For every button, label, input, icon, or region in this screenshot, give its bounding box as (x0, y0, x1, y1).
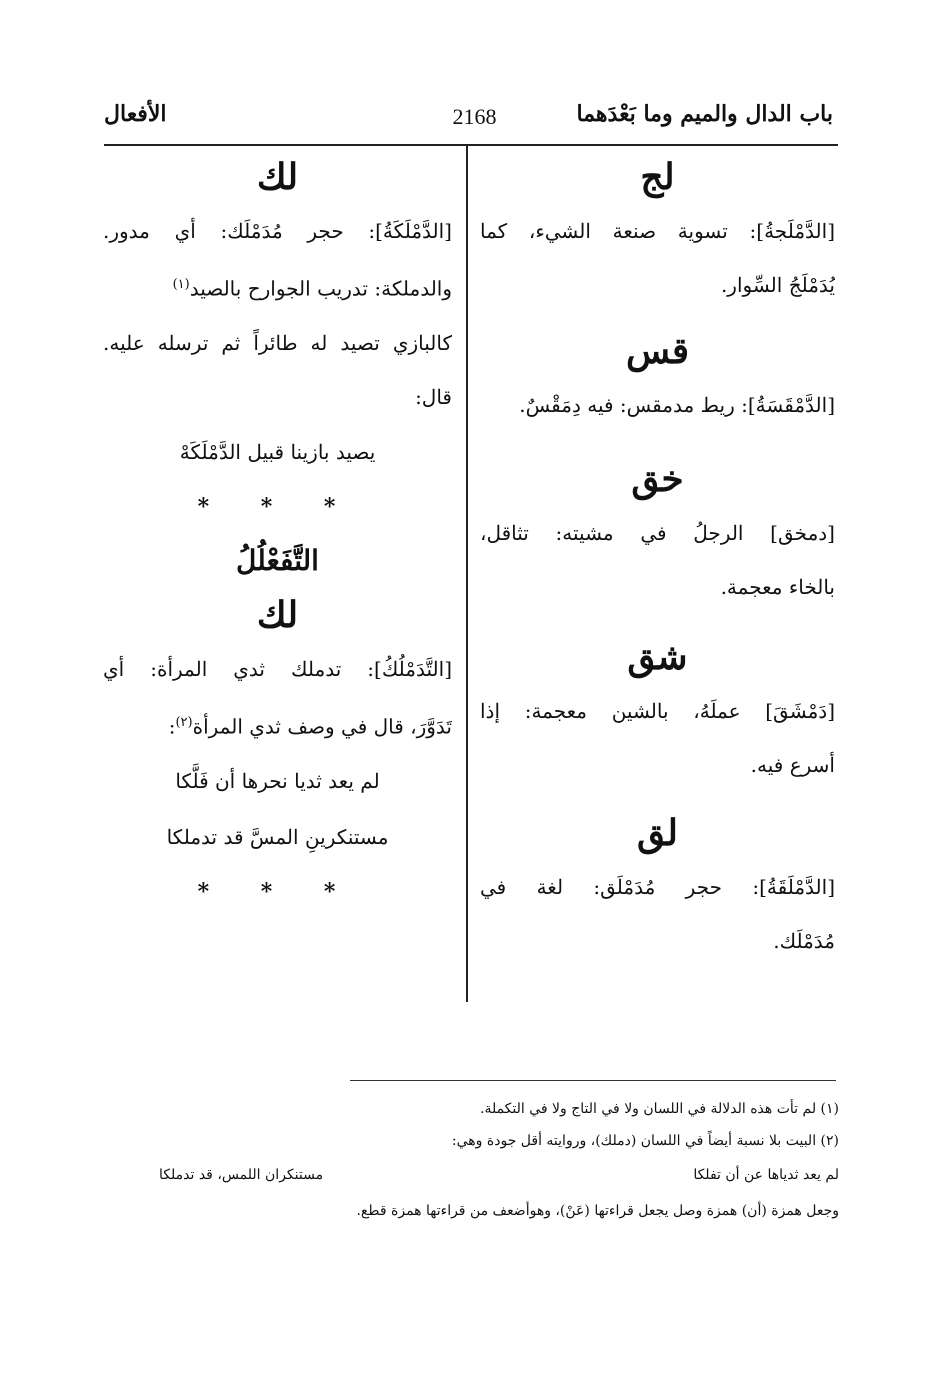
footnote-2: (٢) البيت بلا نسبة أيضاً في اللسان (دملك)، وروايته أقل جودة وهي: (451, 1133, 839, 1149)
entry-heading: لج (640, 156, 675, 198)
entry-heading: شق (627, 636, 688, 678)
section-separator: * * * (197, 879, 358, 906)
entry-text (103, 696, 452, 754)
page-number: 2168 (452, 104, 497, 129)
entry-text: [الدَّمْلَقَةُ]: حجر مُدَمْلَق: لغة في (480, 875, 835, 899)
entry-text: [دمخق] الرجلُ في مشيته: تثاقل، (480, 521, 835, 545)
entry-text: قال: (415, 384, 452, 409)
footnote-verse (159, 1160, 839, 1190)
entry-text: كالبازي تصيد له طائراً ثم ترسله عليه. (103, 330, 452, 355)
entry-text-run: والدملكة: تدريب الجوارح بالصيد (189, 276, 452, 301)
footnote-marker[interactable]: (١) (172, 277, 190, 292)
footnote-verse-first-half: لم يعد ثدياها عن أن تفلكا (693, 1167, 839, 1183)
entry-text-run: : (168, 714, 176, 739)
entry-text: [الدَّمْلَكَةُ]: حجر مُدَمْلَك: أي مدور. (103, 219, 452, 243)
running-header-title: باب الدال والميم وما بَعْدَهما (576, 101, 833, 127)
column-divider (466, 146, 468, 1002)
entry-text-run: تَدَوَّرَ، قال في وصف ثدي المرأة (192, 714, 452, 739)
entry-heading: خق (631, 458, 684, 500)
entry-text: [الدَّمْقَسَةُ]: ريط مدمقس: فيه دِمَقْسٌ. (519, 393, 835, 417)
entry-text: [دَمْشَقَ] عملَهُ، بالشين معجمة: إذا (480, 699, 835, 723)
entry-heading: لك (256, 593, 299, 636)
verse-line: لم يعد ثديا نحرها أن فَلَّكا (175, 769, 380, 794)
entry-text: [الدَّمْلَجةُ]: تسوية صنعة الشيء، كما (480, 219, 835, 243)
verse-line: يصيد بازينا قبيل الدَّمْلَكَهْ (179, 439, 376, 464)
section-title: التَّفَعْلُلُ (236, 543, 319, 577)
entry-text (103, 258, 452, 316)
left-column (103, 150, 452, 919)
footnote-3: وجعل همزة (أن) همزة وصل يجعل قراءتها (عَنْ)، وهوأضعف من قراءتها همزة قطع. (356, 1203, 839, 1219)
entry-text: مُدَمْلَك. (773, 929, 835, 953)
entry-heading: قس (625, 330, 690, 372)
footnote-marker[interactable]: (٢) (175, 714, 193, 730)
entry-heading: لك (256, 156, 299, 198)
footnote-rule (350, 1080, 836, 1081)
entry-text: يُدَمْلَجُ السِّوار. (720, 273, 835, 297)
verse-line: مستنكرينِ المسَّ قد تدملكا (166, 825, 389, 850)
section-separator: * * * (197, 493, 358, 520)
entry-text: [التَّدَمْلُكُ]: تدملك ثدي المرأة: أي (103, 656, 452, 681)
right-column (480, 150, 835, 968)
footnote-1: (١) لم تأت هذه الدلالة في اللسان ولا في التاج ولا في التكملة. (480, 1101, 839, 1117)
entry-heading: لق (637, 812, 678, 854)
running-header-section: الأفعال (104, 101, 167, 127)
footnote-verse-second-half: مستنكران اللمس، قد تدملكا (159, 1167, 324, 1183)
entry-text: أسرع فيه. (750, 753, 835, 777)
entry-text: بالخاء معجمة. (720, 575, 835, 599)
header-rule (104, 144, 838, 146)
